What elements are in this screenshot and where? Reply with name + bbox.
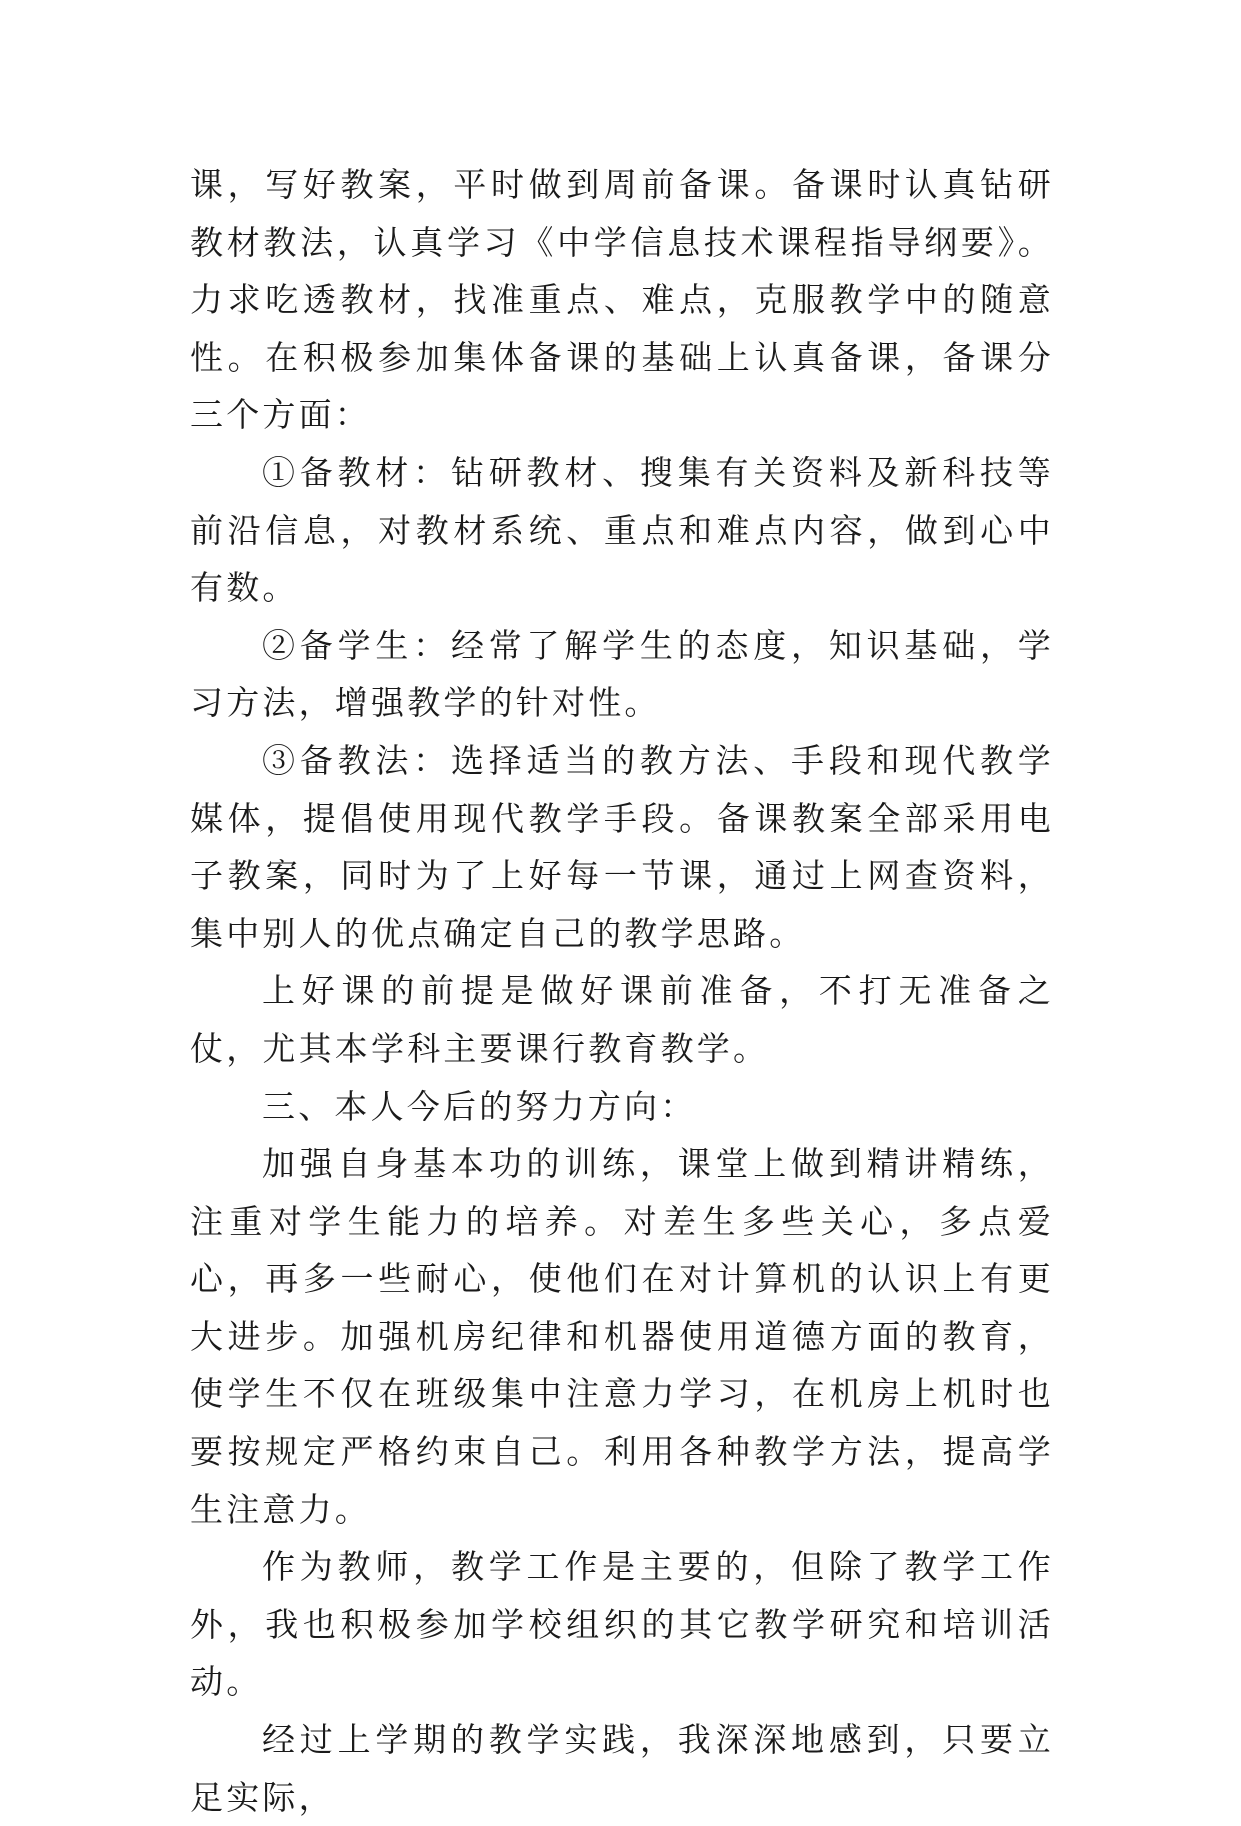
paragraph-premise: 上好课的前提是做好课前准备，不打无准备之仗，尤其本学科主要课行教育教学。 [190, 971, 1054, 1068]
section-heading-future-direction: 三、本人今后的努力方向： [262, 1086, 697, 1126]
paragraph-continuation: 课，写好教案，平时做到周前备课。备课时认真钻研教材教法，认真学习《中学信息技术课程指导纲要》。力求吃透教材，找准重点、难点，克服教学中的随意性。在积极参加集体备课的基础上认真备课，备课分三个方面： [190, 165, 1054, 435]
paragraph-teaching-practice: 经过上学期的教学实践，我深深地感到，只要立足实际， [190, 1720, 1054, 1817]
paragraph-prepare-materials: ①备教材：钻研教材、搜集有关资料及新科技等前沿信息，对教材系统、重点和难点内容，做到心中有数。 [190, 452, 1054, 608]
paragraph-strengthen-skills: 加强自身基本功的训练，课堂上做到精讲精练，注重对学生能力的培养。对差生多些关心，多点爱心，再多一些耐心，使他们在对计算机的认识上有更大进步。加强机房纪律和机器使用道德方面的教育，使学生不仅在班级集中注意力学习，在机房上机时也要按规定严格约束自己。利用各种教学方法，提高学生注意力。 [190, 1144, 1054, 1529]
document-body [190, 156, 1054, 1826]
paragraph-prepare-methods: ③备教法：选择适当的教方法、手段和现代教学媒体，提倡使用现代教学手段。备课教案全部采用电子教案，同时为了上好每一节课，通过上网查资料，集中别人的优点确定自己的教学思路。 [190, 740, 1054, 953]
paragraph-prepare-students: ②备学生：经常了解学生的态度，知识基础，学习方法，增强教学的针对性。 [190, 625, 1054, 723]
paragraph-teacher-role: 作为教师，教学工作是主要的，但除了教学工作外，我也积极参加学校组织的其它教学研究和培训活动。 [190, 1547, 1054, 1702]
